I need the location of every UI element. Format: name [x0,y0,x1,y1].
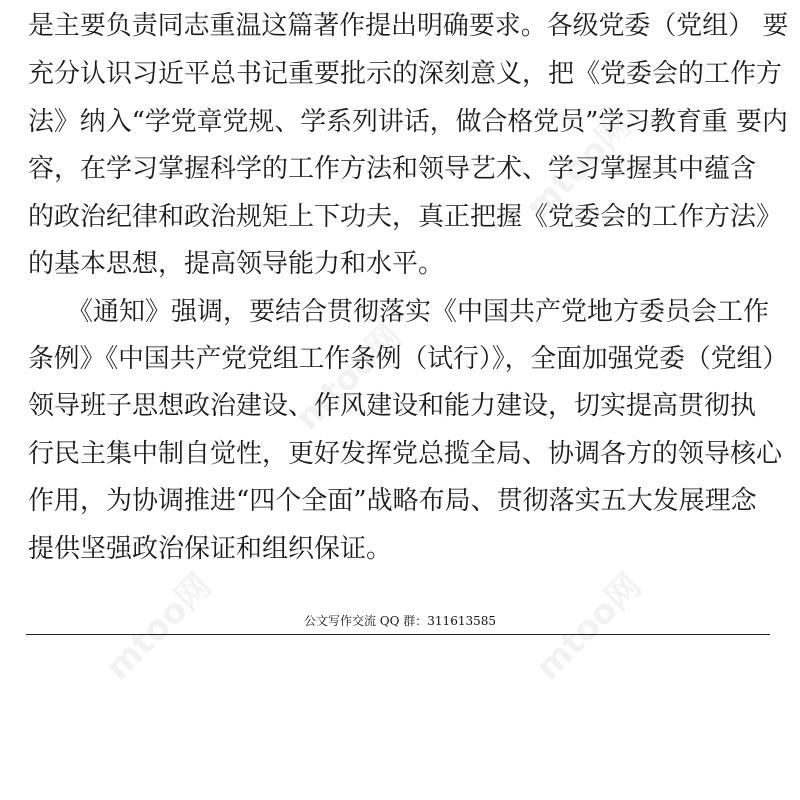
footer-text: 公文写作交流 QQ 群：311613585 [303,614,497,628]
body-text-line: 行民主集中制自觉性，更好发挥党总揽全局、协调各方的领导核心 [28,439,783,469]
body-text-line: 《通知》强调，要结合贯彻落实《中国共产党地方委员会工作 [28,297,770,327]
body-text-line: 的政治纪律和政治规矩上下功夫，真正把握《党委会的工作方法》 [28,202,783,232]
body-text-line: 领导班子思想政治建设、作风建设和能力建设，切实提高贯彻执 [28,391,757,421]
body-text-line: 容，在学习掌握科学的工作方法和领导艺术、学习掌握其中蕴含 [28,154,757,184]
watermark: mtoo网 [517,106,640,228]
body-text-line: 条例》《中国共产党党组工作条例（试行）》，全面加强党委（党组） [28,344,789,374]
body-text-line: 提供坚强政治保证和组织保证。 [28,534,393,564]
body-text-line: 充分认识习近平总书记重要批示的深刻意义，把《党委会的工作方 [28,59,783,89]
watermark: mtoo网 [527,566,650,688]
body-text-line: 法》纳入“学党章党规、学系列讲话，做合格党员”学习教育重 要内 [28,107,788,137]
body-text-line: 是主要负责同志重温这篇著作提出明确要求。各级党委（党组） 要 [28,11,789,41]
footer-divider [26,634,770,635]
watermark: mtoo网 [287,316,410,438]
body-text-line: 作用，为协调推进“四个全面”战略布局、贯彻落实五大发展理念 [28,486,757,516]
watermark: mtoo网 [97,566,220,688]
body-text-line: 的基本思想，提高领导能力和水平。 [28,249,445,279]
